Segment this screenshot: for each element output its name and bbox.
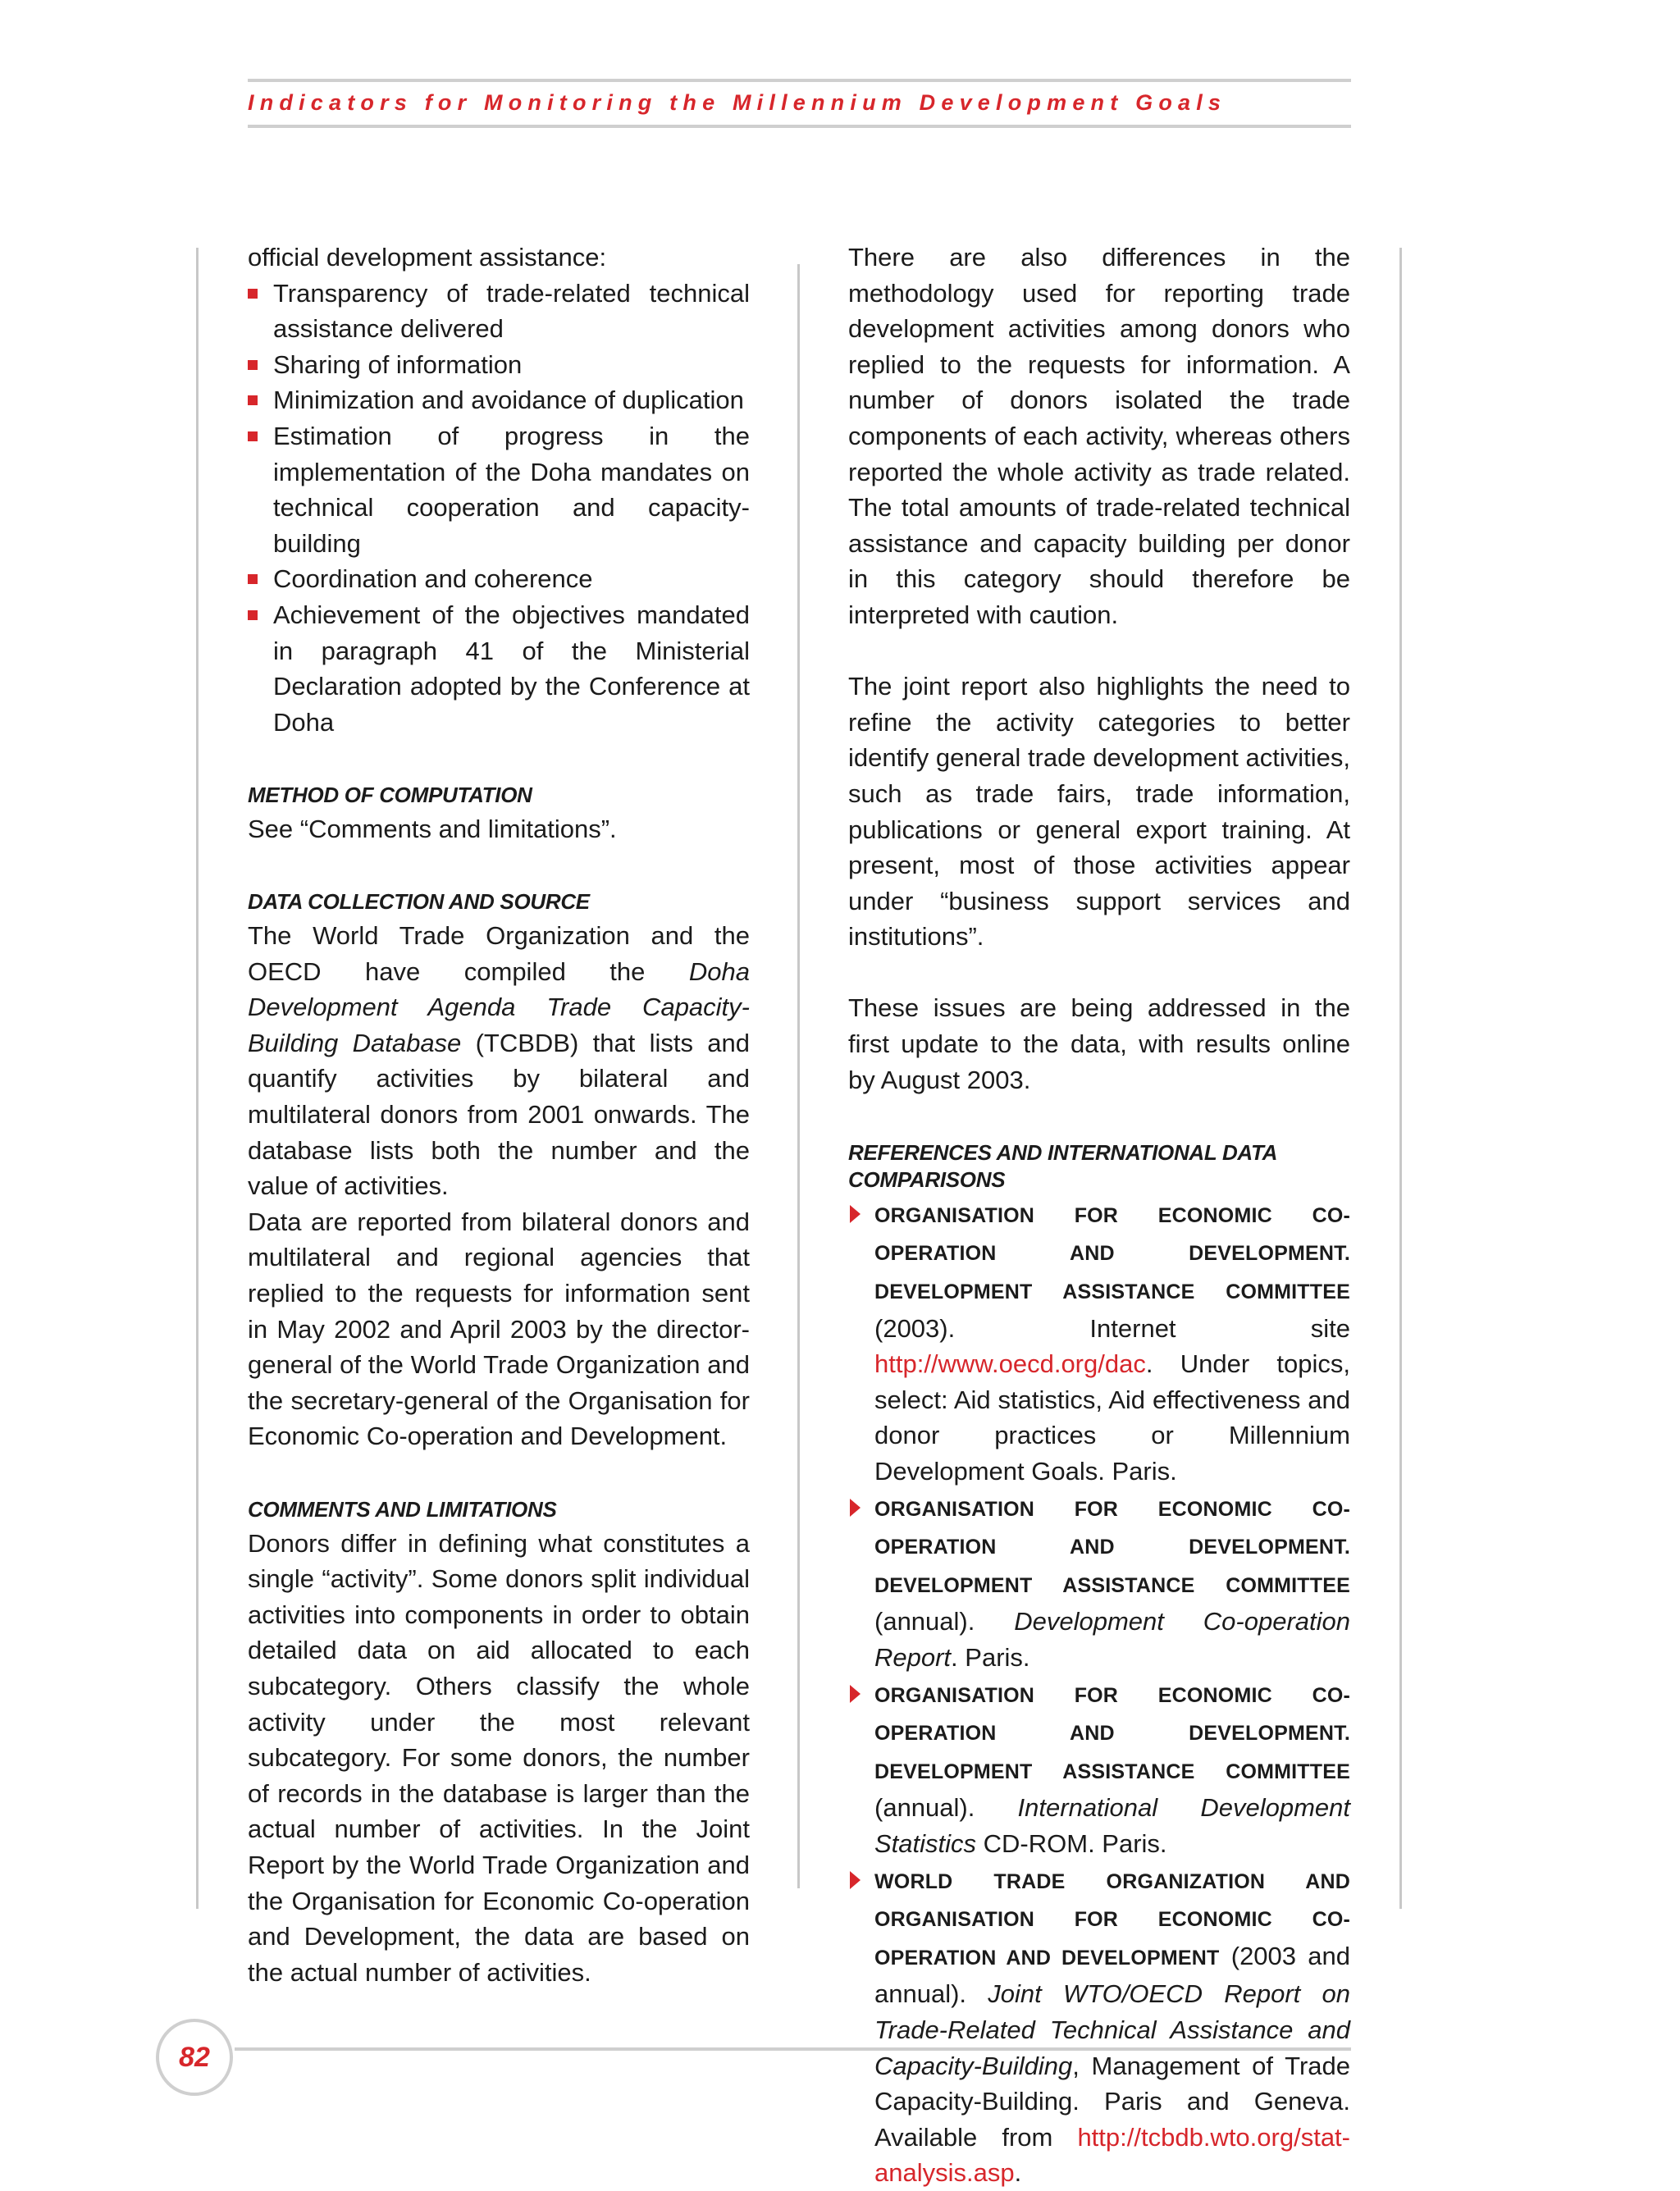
reference-title: Development Co-operation Report <box>874 1607 1350 1672</box>
reference-item: ORGANISATION FOR ECONOMIC CO-OPERATION AND DEVELOPMENT. DEVELOPMENT ASSISTANCE COMMITTEE (annual). International Development Statistics CD-ROM. Paris. <box>848 1676 1350 1862</box>
methodology-paragraph: There are also differences in the methodology used for reporting trade development activities among donors who replied to the requests for information. A number of donors isolated the trade components of each activity, whereas others reported the whole activity as trade related. The total amounts of trade-related technical assistance and capacity building per donor in this category should therefore be interpreted with caution. <box>848 243 1350 629</box>
page-number: 82 <box>179 2041 210 2073</box>
list-item: Coordination and coherence <box>248 561 750 597</box>
comments-text: Donors differ in defining what constitutes a single “activity”. Some donors split individual activities into components in order to obtain detailed data on aid allocated to each subcategory. Others classify the whole activity under the most relevant subcategory. For some donors, the number of records in the database is larger than the actual number of activities. In the Joint Report by the World Trade Organization and the Organisation for Economic Co-operation and Development, the data are based on the actual number of activities. <box>248 1528 750 1987</box>
data-collection-heading: DATA COLLECTION AND SOURCE <box>248 889 590 915</box>
reference-title: Joint WTO/OECD Report on Trade-Related Technical Assistance and Capacity-Building <box>874 1979 1351 2080</box>
column-rule-right <box>1399 248 1402 1909</box>
column-rule-left <box>196 248 199 1909</box>
comments-heading: COMMENTS AND LIMITATIONS <box>248 1496 557 1522</box>
references-heading: REFERENCES AND INTERNATIONAL DATA COMPARISONS <box>848 1139 1277 1192</box>
oecd-dac-link[interactable]: http://www.oecd.org/dac <box>874 1349 1146 1379</box>
header-title: Indicators for Monitoring the Millennium Development Goals <box>248 90 1227 115</box>
running-header <box>248 79 1351 128</box>
reference-title: International Development Statistics <box>874 1793 1351 1858</box>
joint-report-paragraph: The joint report also highlights the need to refine the activity categories to better identify general trade development activities, such as trade fairs, trade information, publications or general export training. At present, most of those activities appear under “business support services and institutions”. <box>848 672 1350 952</box>
list-item: Transparency of trade-related technical assistance delivered <box>248 276 750 347</box>
reference-author: WORLD TRADE ORGANIZATION AND ORGANISATION FOR ECONOMIC CO-OPERATION AND DEVELOPMENT <box>874 1869 1350 1970</box>
footer-rule <box>235 2047 1351 2051</box>
references-list <box>848 1196 1350 2191</box>
right-column <box>848 240 1350 2191</box>
red-square-bullet-icon <box>248 431 258 441</box>
column-rule-middle <box>797 264 800 1888</box>
reference-item: ORGANISATION FOR ECONOMIC CO-OPERATION AND DEVELOPMENT. DEVELOPMENT ASSISTANCE COMMITTEE (annual). Development Co-operation Report. Paris. <box>848 1490 1350 1676</box>
left-column <box>248 240 750 1990</box>
method-text: See “Comments and limitations”. <box>248 814 617 843</box>
objectives-list <box>248 276 750 741</box>
update-paragraph: These issues are being addressed in the first update to the data, with results online by August 2003. <box>848 993 1350 1094</box>
red-square-bullet-icon <box>248 610 258 620</box>
red-square-bullet-icon <box>248 289 258 299</box>
red-square-bullet-icon <box>248 360 258 370</box>
triangle-bullet-icon <box>850 1685 861 1703</box>
list-item: Minimization and avoidance of duplication <box>248 382 750 418</box>
triangle-bullet-icon <box>850 1871 861 1889</box>
reference-author: ORGANISATION FOR ECONOMIC CO-OPERATION AND DEVELOPMENT. DEVELOPMENT ASSISTANCE COMMITTEE <box>874 1203 1350 1304</box>
database-title: Doha Development Agenda Trade Capacity-Building Database <box>248 956 750 1057</box>
data-collection-paragraph-1: The World Trade Organization and the OECD have compiled the Doha Development Agenda Trade Capacity-Building Database (TCBDB) that lists and quantify activities by bilateral and multilateral donors from 2001 onwards. The database lists both the number and the value of activities. <box>248 921 750 1201</box>
intro-text: official development assistance: <box>248 243 607 272</box>
red-square-bullet-icon <box>248 574 258 584</box>
red-square-bullet-icon <box>248 395 258 405</box>
tcbdb-link[interactable]: http://tcbdb.wto.org/stat-analysis.asp <box>874 2122 1350 2188</box>
reference-author: ORGANISATION FOR ECONOMIC CO-OPERATION AND DEVELOPMENT. DEVELOPMENT ASSISTANCE COMMITTEE <box>874 1683 1350 1783</box>
triangle-bullet-icon <box>850 1499 861 1517</box>
triangle-bullet-icon <box>850 1205 861 1223</box>
data-collection-paragraph-2: Data are reported from bilateral donors and multilateral and regional agencies that replied to the requests for information sent in May 2002 and April 2003 by the director-general of the World Trade Organization and the secretary-general of the Organisation for Economic Co-operation and Development. <box>248 1207 750 1451</box>
method-heading: METHOD OF COMPUTATION <box>248 782 532 807</box>
reference-item: ORGANISATION FOR ECONOMIC CO-OPERATION AND DEVELOPMENT. DEVELOPMENT ASSISTANCE COMMITTEE (2003). Internet site http://www.oecd.org/dac. Under topics, select: Aid statistics, Aid effectiveness and donor practices or Millennium Development Goals. Paris. <box>848 1196 1350 1490</box>
reference-item: WORLD TRADE ORGANIZATION AND ORGANISATION FOR ECONOMIC CO-OPERATION AND DEVELOPMENT (2003 and annual). Joint WTO/OECD Report on Trade-Related Technical Assistance and Capacity-Building, Management of Trade Capacity-Building. Paris and Geneva. Available from http://tcbdb.wto.org/stat-analysis.asp. <box>848 1862 1350 2191</box>
list-item: Achievement of the objectives mandated in paragraph 41 of the Ministerial Declaration adopted by the Conference at Doha <box>248 597 750 740</box>
list-item: Sharing of information <box>248 347 750 383</box>
page-number-badge <box>156 2019 233 2096</box>
list-item: Estimation of progress in the implementation of the Doha mandates on technical cooperation and capacity-building <box>248 418 750 561</box>
reference-author: ORGANISATION FOR ECONOMIC CO-OPERATION AND DEVELOPMENT. DEVELOPMENT ASSISTANCE COMMITTEE <box>874 1497 1350 1597</box>
